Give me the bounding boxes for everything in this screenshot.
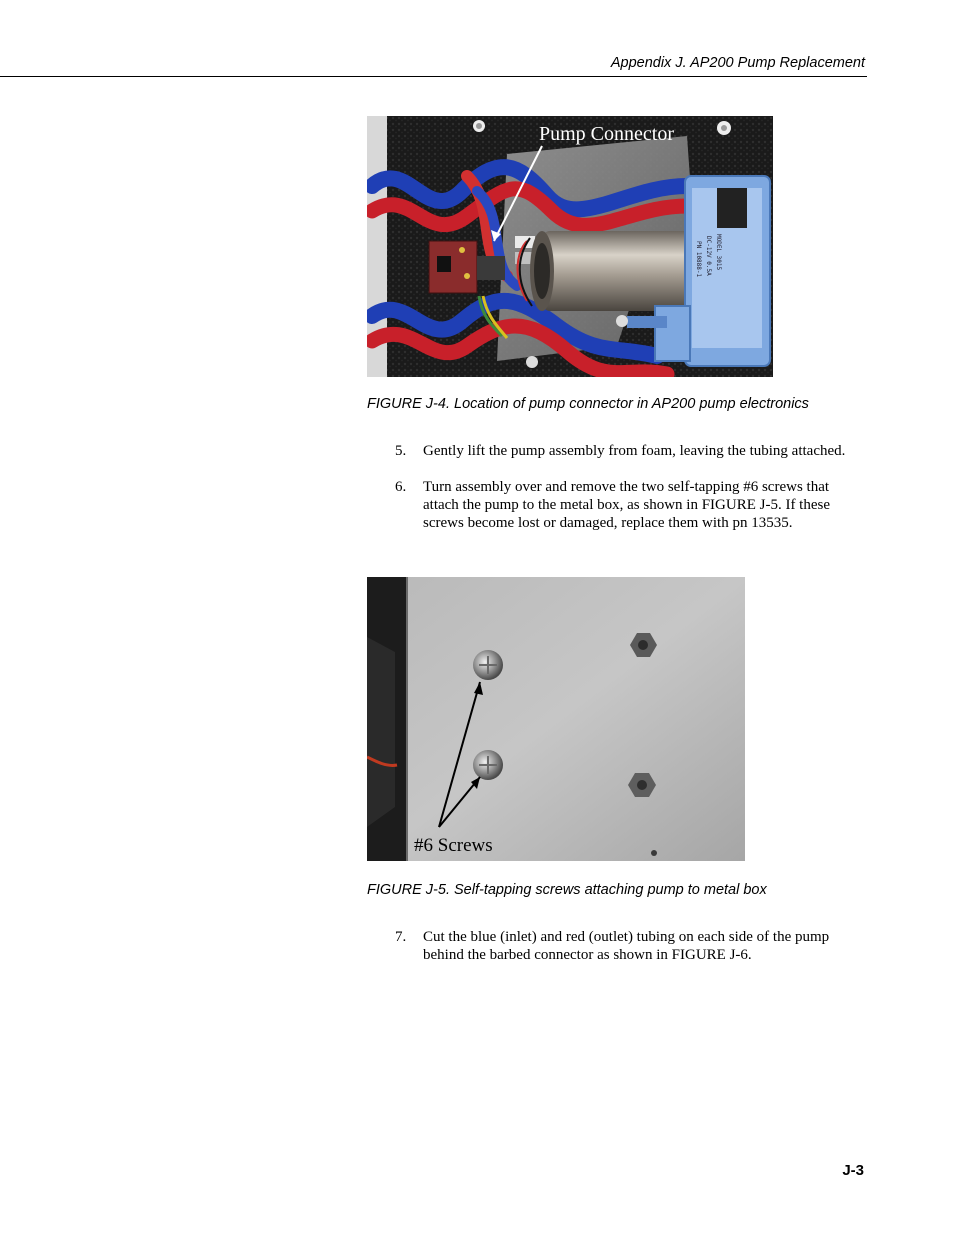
svg-text:PN 10888-1: PN 10888-1 (695, 241, 702, 278)
step-number: 7. (395, 929, 407, 945)
step-6 (395, 478, 865, 532)
figure-j5-callout: #6 Screws (414, 835, 493, 856)
figure-j4-photo (367, 116, 773, 377)
step-5 (395, 442, 865, 460)
figure-j5-caption: FIGURE J-5. Self-tapping screws attaching pump to metal box (367, 882, 767, 898)
figure-j4-callout: Pump Connector (539, 123, 674, 145)
svg-text:DC-12V 0.5A: DC-12V 0.5A (705, 236, 712, 276)
step-7 (395, 928, 865, 964)
step-text: Cut the blue (inlet) and red (outlet) tubing on each side of the pump behind the barbed connector as shown in FIGURE J-6. (423, 929, 830, 963)
figure-j5-photo (367, 577, 745, 861)
step-text: Turn assembly over and remove the two self-tapping #6 screws that attach the pump to the metal box, as shown in FIGURE J-5. If these screws become lost or damaged, replace them with pn 13535. (423, 479, 831, 531)
step-number: 5. (395, 443, 407, 459)
running-header: Appendix J. AP200 Pump Replacement (610, 55, 865, 71)
page-number: J-3 (842, 1162, 864, 1179)
step-number: 6. (395, 479, 407, 495)
step-text: Gently lift the pump assembly from foam, leaving the tubing attached. (423, 443, 846, 459)
header-rule (0, 76, 867, 77)
figure-j4-caption: FIGURE J-4. Location of pump connector in AP200 pump electronics (367, 396, 809, 412)
svg-text:MODEL 3015: MODEL 3015 (715, 234, 722, 271)
